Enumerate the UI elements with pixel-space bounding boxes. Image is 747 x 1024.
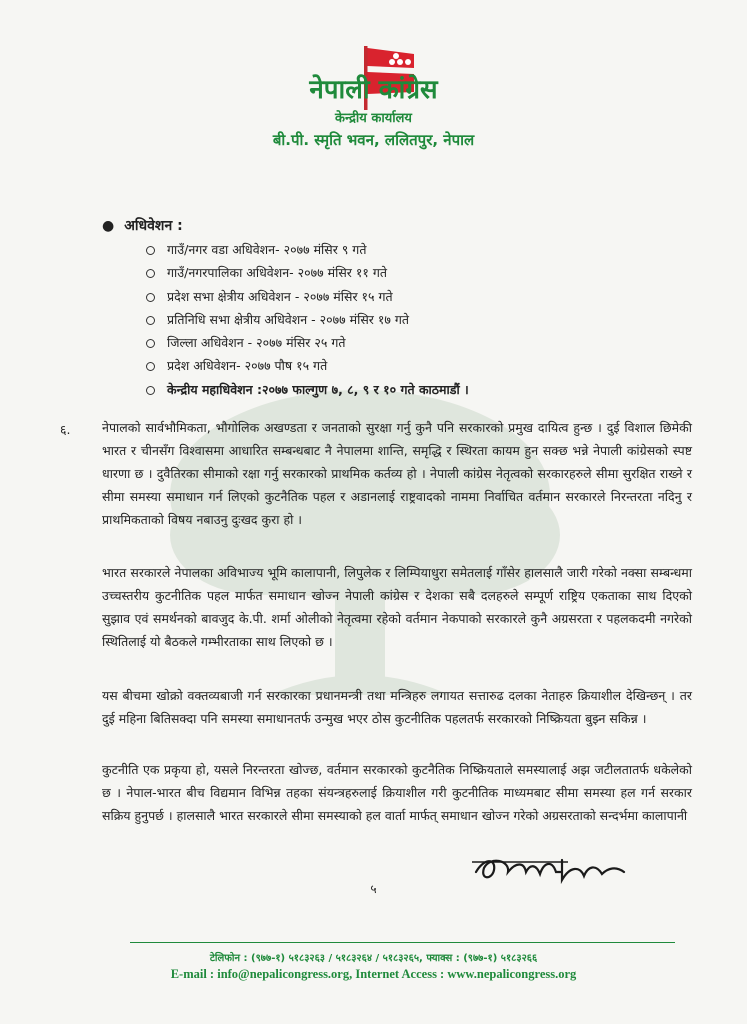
list-item [146,261,616,284]
page-number: ५ [370,882,377,896]
body-paragraph: कुटनीति एक प्रकृया हो, यसले निरन्तरता खोज्छ, वर्तमान सरकारको कुटनैतिक निष्क्रियताले समस्यालाई अझ जटीलतातर्फ धकेलेको छ । नेपाल-भारत बीच विद्यमान विभिन्न तहका संयन्त्रहरुलाई क्रियाशील गरी कुटनीतिक माध्यमबाट सीमा समस्या हल गर्न सरकार सक्रिय हुनुपर्छ । हालसालै भारत सरकारले सीमा समस्याको हल वार्ता मार्फत् समाधान खोज्न गरेको अग्रसरताको सन्दर्भमा कालापानी [102,762,692,823]
circle-bullet-icon [146,293,155,302]
circle-bullet-icon [146,316,155,325]
list-item [146,354,616,377]
circle-bullet-icon [146,386,155,395]
office-address: बी.पी. स्मृति भवन, ललितपुर, नेपाल [272,131,475,149]
list-item-text: प्रतिनिधि सभा क्षेत्रीय अधिवेशन - २०७७ मंसिर १७ गते [167,311,409,327]
list-item [146,378,616,401]
section-title-text: अधिवेशन : [124,218,183,234]
body-paragraph: भारत सरकारले नेपालका अविभाज्य भूमि कालापानी, लिपुलेक र लिम्पियाधुरा समेतलाई गाँसेर हालसालै जारी गरेको नक्सा सम्बन्धमा उच्चस्तरीय कुटनीतिक पहल मार्फत समाधान खोज्न नेपाली कांग्रेस र देशका सबै दलहरुले सम्पूर्ण राष्ट्रिय एकताका साथ दिएको सुझाव एवं समर्थनको बावजुद के.पी. शर्मा ओलीको नेतृत्वमा रहेको वर्तमान नेकपाको सरकारले कुनै अग्रसरता र पहलकदमी नगरेको स्थितिलाई यो बैठकले गम्भीरताका साथ लिएको छ । [102,565,692,649]
circle-bullet-icon [146,362,155,371]
body-paragraph: नेपालको सार्वभौमिकता, भौगोलिक अखण्डता र जनताको सुरक्षा गर्नु कुनै पनि सरकारको प्रमुख दायित्व हुन्छ । दुई विशाल छिमेकी भारत र चीनसँग विश्वासमा आधारित सम्बन्धबाट नै नेपालमा शान्ति, समृद्धि र स्थिरता कायम हुन सक्छ भन्ने नेपाली कांग्रेसको स्पष्ट धारणा छ । दुवैतिरका सीमाको रक्षा गर्नु सरकारको प्राथमिक कर्तव्य हो । नेपाली कांग्रेस नेतृत्वको सरकारहरुले सीमा सुरक्षित राख्ने र सीमा समस्या समाधान गर्न लिएको कुटनैतिक पहल र अडानलाई राष्ट्रवादको नाममा निर्वाचित वर्तमान सरकारले निरन्तरता नदिनु र प्राथमिकताको विषय नबाउनु दुःखद कुरा हो । [102,420,692,527]
list-item [146,285,616,308]
office-name: केन्द्रीय कार्यालय [335,111,412,126]
party-name: नेपाली कांग्रेस [309,75,438,105]
circle-bullet-icon [146,246,155,255]
circle-bullet-icon [146,269,155,278]
circle-bullet-icon [146,339,155,348]
paragraph-number: ६. [60,422,71,437]
list-item-text: प्रदेश अधिवेशन- २०७७ पौष १५ गते [167,358,328,374]
footer-divider [130,942,675,943]
list-item-text: प्रदेश सभा क्षेत्रीय अधिवेशन - २०७७ मंसिर १५ गते [167,288,393,304]
footer-contact: टेलिफोन : (९७७-१) ५१८३२६३ / ५१८३२६४ / ५१८३२६५, फ्याक्स : (९७७-१) ५१८३२६६ [209,953,538,964]
list-item-text: जिल्ला अधिवेशन - २०७७ मंसिर २५ गते [167,335,346,351]
list-item-text: गाउँ/नगरपालिका अधिवेशन- २०७७ मंसिर ११ गते [167,265,387,281]
list-item-text: गाउँ/नगर वडा अधिवेशन- २०७७ मंसिर ९ गते [167,242,367,257]
body-paragraph: यस बीचमा खोक्रो वक्तव्यबाजी गर्न सरकारका प्रधानमन्त्री तथा मन्त्रिहरु लगायत सत्तारुढ दलका नेताहरु क्रियाशील देखिन्छन् । तर दुई महिना बितिसक्दा पनि समस्या समाधानतर्फ उन्मुख भएर ठोस कुटनीतिक पहलतर्फ सरकारको निष्क्रियता बुझ्न सकिन्न । [102,688,692,726]
list-item-text: केन्द्रीय महाधिवेशन :२०७७ फाल्गुण ७, ८, ९ र १० गते काठमाडौं । [167,381,469,397]
section-title [102,216,183,235]
list-item [146,331,616,354]
bullet-icon: ● [102,218,115,234]
list-item [146,238,616,261]
list-item [146,308,616,331]
convention-list [146,238,616,401]
footer-web-links: E-mail : info@nepalicongress.org, Internet Access : www.nepalicongress.org [170,967,577,981]
